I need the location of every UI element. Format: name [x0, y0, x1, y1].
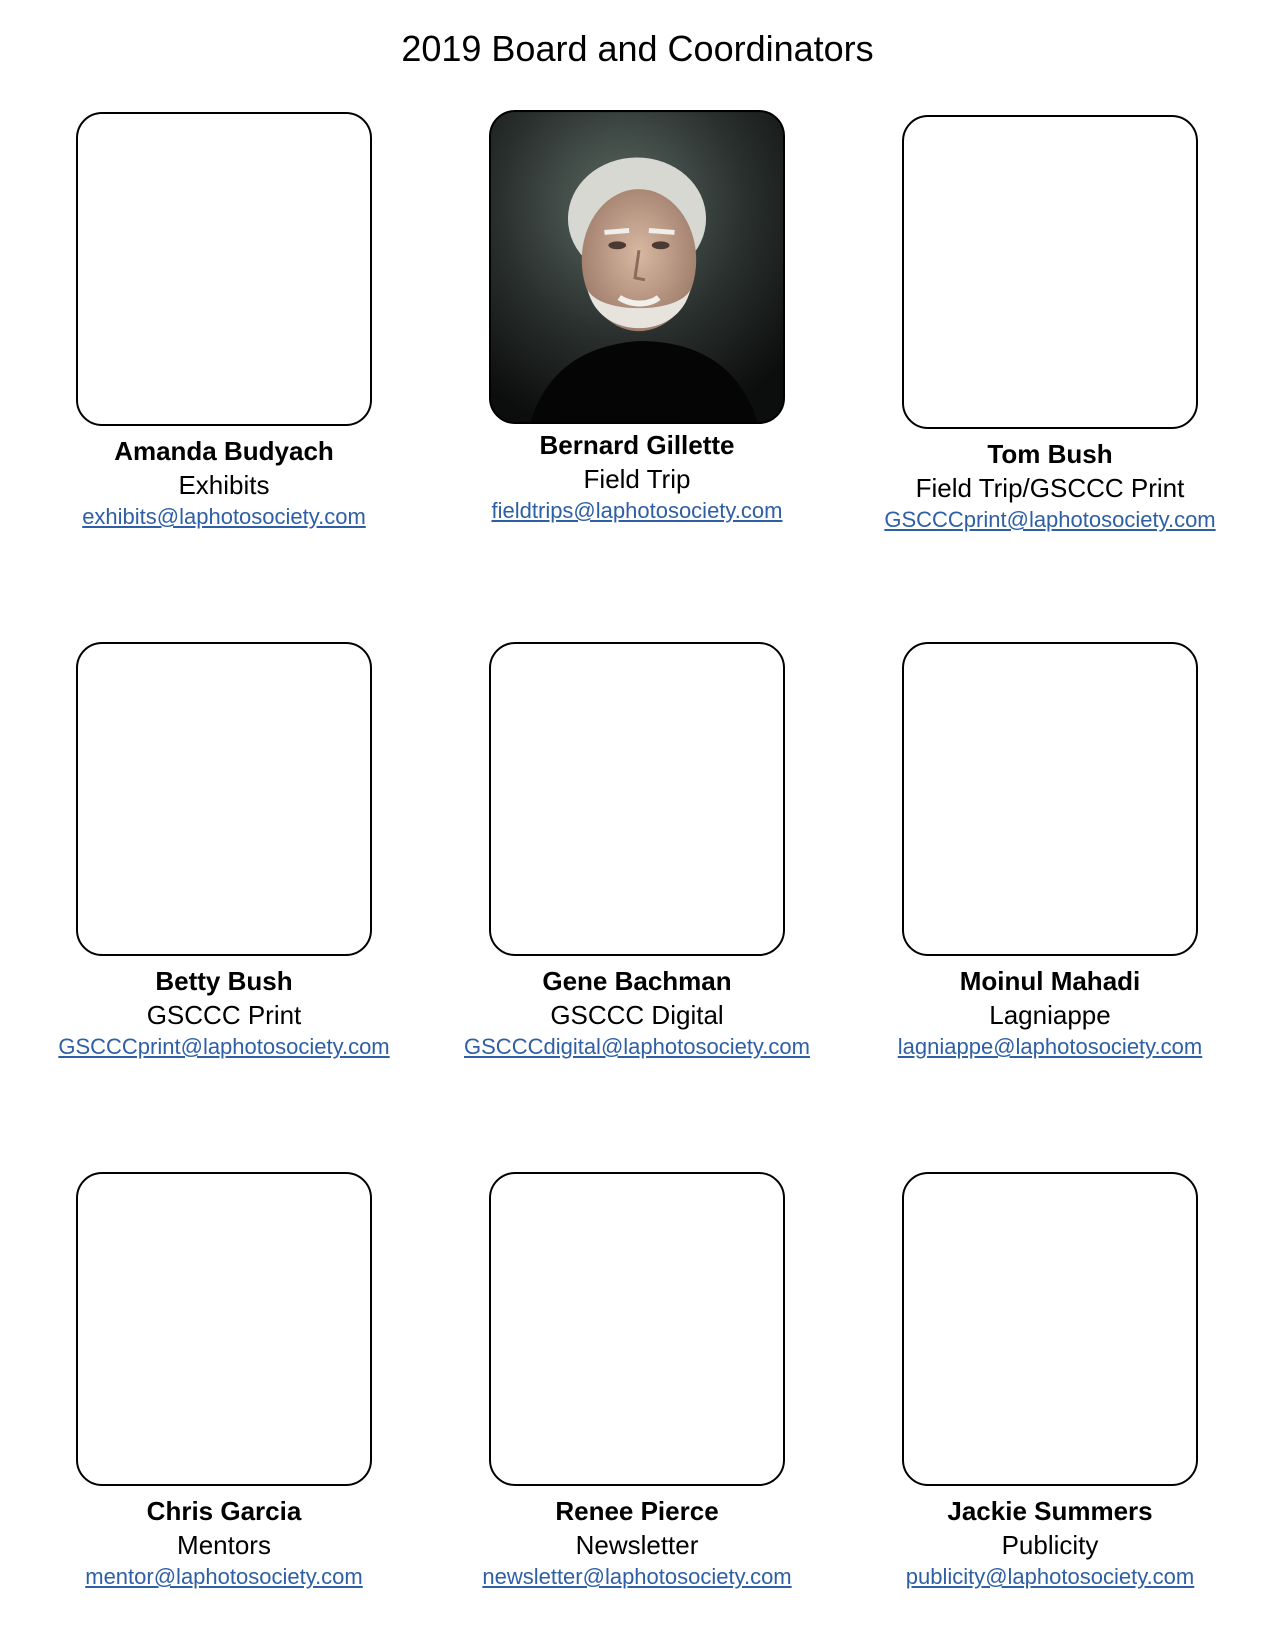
photo-placeholder [76, 1172, 372, 1486]
email-link[interactable]: exhibits@laphotosociety.com [82, 504, 366, 529]
person-role: Field Trip/GSCCC Print [915, 473, 1185, 503]
photo-placeholder [489, 1172, 785, 1486]
person-card-renee-pierce [437, 1172, 837, 1592]
person-name: Bernard Gillette [539, 430, 735, 460]
person-role: Newsletter [575, 1530, 699, 1560]
page-title: 2019 Board and Coordinators [401, 28, 874, 69]
person-name: Jackie Summers [947, 1496, 1153, 1526]
person-role: GSCCC Print [146, 1000, 302, 1030]
email-link[interactable]: GSCCCprint@laphotosociety.com [884, 507, 1216, 532]
email-link[interactable]: publicity@laphotosociety.com [905, 1564, 1195, 1589]
person-name: Amanda Budyach [114, 436, 334, 466]
person-card-amanda-budyach [24, 112, 424, 532]
person-card-tom-bush [850, 115, 1250, 535]
person-card-betty-bush [24, 642, 424, 1062]
person-name: Moinul Mahadi [959, 966, 1141, 996]
portrait-image [491, 112, 783, 422]
person-card-jackie-summers [850, 1172, 1250, 1592]
person-role: Publicity [1001, 1530, 1099, 1560]
photo-placeholder [76, 642, 372, 956]
photo-placeholder [489, 642, 785, 956]
photo-placeholder [76, 112, 372, 426]
email-link[interactable]: newsletter@laphotosociety.com [482, 1564, 792, 1589]
person-card-moinul-mahadi [850, 642, 1250, 1062]
person-card-bernard-gillette [437, 110, 837, 526]
person-name: Gene Bachman [542, 966, 732, 996]
photo-placeholder [902, 115, 1198, 429]
person-name: Tom Bush [987, 439, 1113, 469]
person-card-chris-garcia [24, 1172, 424, 1592]
email-link[interactable]: mentor@laphotosociety.com [85, 1564, 363, 1589]
email-link[interactable]: GSCCCprint@laphotosociety.com [58, 1034, 390, 1059]
email-link[interactable]: GSCCCdigital@laphotosociety.com [464, 1034, 810, 1059]
person-role: Lagniappe [989, 1000, 1111, 1030]
person-name: Betty Bush [155, 966, 293, 996]
portrait-photo [489, 110, 785, 424]
person-role: Exhibits [178, 470, 270, 500]
person-name: Chris Garcia [146, 1496, 302, 1526]
person-card-gene-bachman [437, 642, 837, 1062]
person-role: Field Trip [583, 464, 691, 494]
photo-placeholder [902, 1172, 1198, 1486]
email-link[interactable]: lagniappe@laphotosociety.com [897, 1034, 1203, 1059]
person-role: GSCCC Digital [550, 1000, 724, 1030]
person-name: Renee Pierce [555, 1496, 719, 1526]
photo-placeholder [902, 642, 1198, 956]
person-role: Mentors [177, 1530, 271, 1560]
email-link[interactable]: fieldtrips@laphotosociety.com [491, 498, 783, 523]
